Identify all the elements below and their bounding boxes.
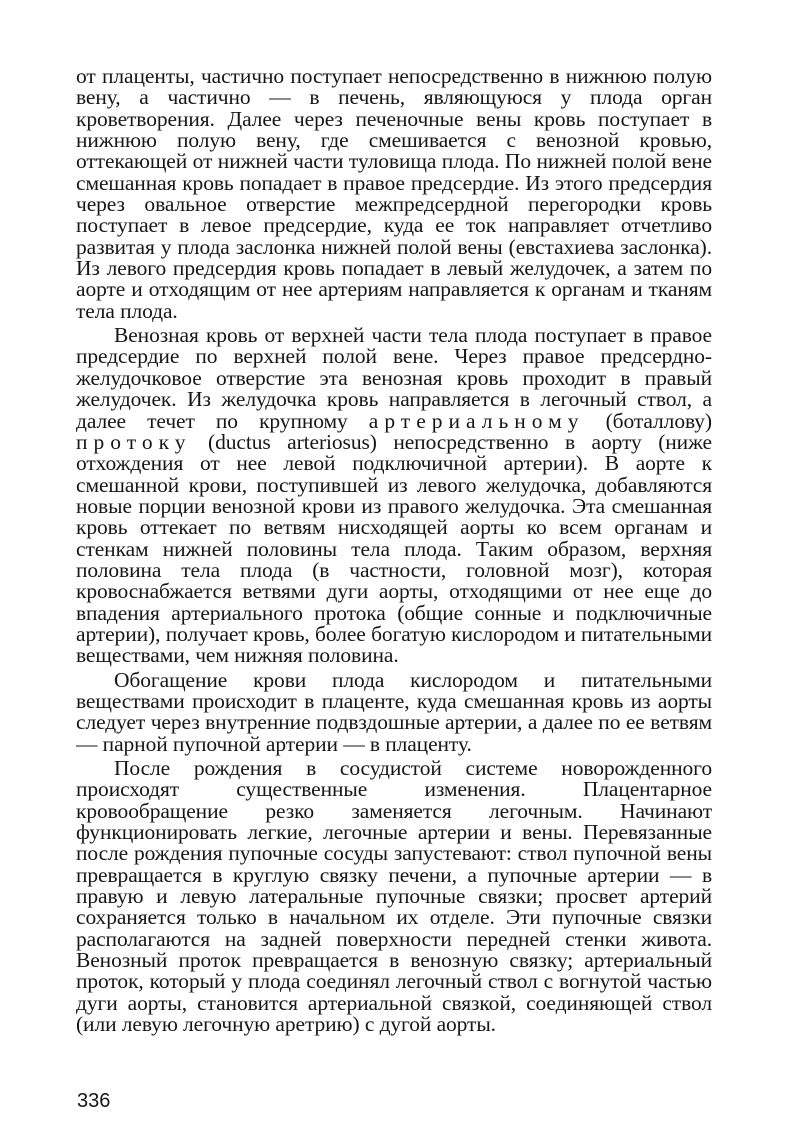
- paragraph-2: [76, 325, 712, 667]
- paragraph-2-part-3: (ductus arteriosus) непосредственно в аорту (ниже отхождения от нее левой подключичной артерии). В аорте к смешанной крови, поступившей из левого желудочка, добавляются новые порции венозной крови из правого желудочка. Эта смешанная кровь оттекает по ветвям нисходящей аорты ко всем органам и стенкам нижней половины тела плода. Таким образом, верхняя половина тела плода (в частности, головной мозг), которая кровоснабжается ветвями дуги аорты, отходящими от нее еще до впадения артериального протока (общие сонные и подключичные артерии), получает кровь, более богатую кислородом и питательными веществами, чем нижняя половина.: [76, 429, 712, 668]
- term-duct: протоку: [76, 429, 192, 454]
- paragraph-1: от плаценты, частично поступает непосредственно в нижнюю полую вену, а частично — в печень, являющуюся у плода орган кроветворения. Далее через печеночные вены кровь поступает в нижнюю полую вену, где смешивается с венозной кровью, оттекающей от нижней части туловища плода. По нижней полой вене смешанная кровь попадает в правое предсердие. Из этого предсердия через овальное отверстие межпредсердной перегородки кровь поступает в левое предсердие, куда ее ток направляет отчетливо развитая у плода заслонка нижней полой вены (евстахиева заслонка). Из левого предсердия кровь попадает в левый желудочек, а затем по аорте и отходящим от нее артериям направляется к органам и тканям тела плода.: [76, 64, 712, 323]
- paragraph-2-part-2: (боталлову): [584, 408, 712, 433]
- paragraph-2-part-1: Венозная кровь от верхней части тела плода поступает в правое предсердие по верхней полой вене. Через правое предсердно-желудочковое отверстие эта венозная кровь проходит в правый желудочек. Из желудочка кровь направляется в легочный ствол, а далее течет по крупному: [76, 323, 712, 433]
- page-number: 336: [77, 1090, 111, 1112]
- paragraph-3: Обогащение крови плода кислородом и питательными веществами происходит в плаценте, куда смешанная кровь из аорты следует через внутренние подвздошные артерии, а далее по ее ветвям — парной пупочной артерии — в плаценту.: [76, 667, 712, 756]
- term-arterial: артериальному: [368, 408, 585, 433]
- body-text: [76, 66, 712, 1038]
- paragraph-4: После рождения в сосудистой системе новорожденного происходят существенные изменения. Плацентарное кровообращение резко заменяется легочным. Начинают функционировать легкие, легочные артерии и вены. Перевязанные после рождения пупочные сосуды запустевают: ствол пупочной вены превращается в круглую связку печени, а пупочные артерии — в правую и левую латеральные пупочные связки; просвет артерий сохраняется только в начальном их отделе. Эти пупочные связки располагаются на задней поверхности передней стенки живота. Венозный проток превращается в венозную связку; артериальный проток, который у плода соединял легочный ствол с вогнутой частью дуги аорты, становится артериальной связкой, соединяющей ствол (или левую легочную аретрию) с дугой аорты.: [76, 756, 712, 1037]
